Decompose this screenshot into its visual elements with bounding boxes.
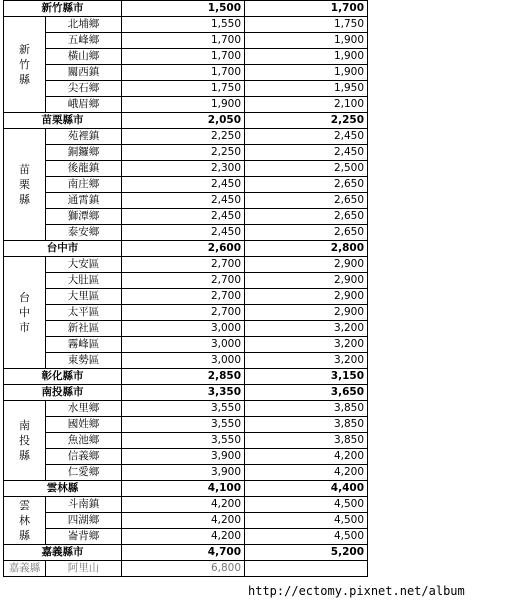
town-name: 仁愛鄉: [46, 465, 122, 481]
town-row: [4, 449, 368, 465]
price-b: 2,450: [245, 145, 368, 161]
price-b: 3,850: [245, 433, 368, 449]
price-b: 4,500: [245, 529, 368, 545]
county-label: 台中市: [4, 257, 46, 369]
town-name: 銅鑼鄉: [46, 145, 122, 161]
price-a: 2,700: [122, 289, 245, 305]
town-row: [4, 209, 368, 225]
town-row: [4, 433, 368, 449]
price-a: 2,300: [122, 161, 245, 177]
town-name: 尖石鄉: [46, 81, 122, 97]
town-row: [4, 353, 368, 369]
price-b: 2,900: [245, 305, 368, 321]
town-name: 橫山鄉: [46, 49, 122, 65]
price-b: 1,950: [245, 81, 368, 97]
town-row: [4, 161, 368, 177]
city-name: 苗栗縣市: [4, 113, 122, 129]
price-b: 2,900: [245, 257, 368, 273]
price-a: 6,800: [122, 561, 245, 577]
city-row: [4, 385, 368, 401]
price-b: 1,900: [245, 49, 368, 65]
town-name: 大里區: [46, 289, 122, 305]
town-name: 霧峰區: [46, 337, 122, 353]
town-row: [4, 177, 368, 193]
county-label: 新竹縣: [4, 17, 46, 113]
price-a: 2,450: [122, 193, 245, 209]
town-row: [4, 257, 368, 273]
city-name: 雲林縣: [4, 481, 122, 497]
price-a: 2,250: [122, 145, 245, 161]
price-b: 3,200: [245, 353, 368, 369]
town-name: 魚池鄉: [46, 433, 122, 449]
price-b: 5,200: [245, 545, 368, 561]
price-a: 1,700: [122, 49, 245, 65]
price-b: 2,650: [245, 193, 368, 209]
town-name: 苑裡鎮: [46, 129, 122, 145]
city-row: [4, 369, 368, 385]
price-a: 2,700: [122, 257, 245, 273]
price-a: 3,900: [122, 449, 245, 465]
city-row: [4, 1, 368, 17]
price-b: 3,150: [245, 369, 368, 385]
town-name: 斗南鎮: [46, 497, 122, 513]
city-name: 新竹縣市: [4, 1, 122, 17]
price-a: 2,450: [122, 209, 245, 225]
town-row: [4, 561, 368, 577]
price-a: 1,900: [122, 97, 245, 113]
town-row: [4, 81, 368, 97]
town-name: 崙背鄉: [46, 529, 122, 545]
price-b: 2,900: [245, 273, 368, 289]
town-row: [4, 97, 368, 113]
city-name: 台中市: [4, 241, 122, 257]
town-name: 國姓鄉: [46, 417, 122, 433]
price-b: 3,850: [245, 401, 368, 417]
price-b: 4,200: [245, 465, 368, 481]
price-b: 4,500: [245, 513, 368, 529]
price-b: 2,100: [245, 97, 368, 113]
city-name: 彰化縣市: [4, 369, 122, 385]
town-name: 新社區: [46, 321, 122, 337]
price-b: 2,450: [245, 129, 368, 145]
price-b: 2,500: [245, 161, 368, 177]
price-a: 3,000: [122, 337, 245, 353]
price-b: 3,200: [245, 337, 368, 353]
town-row: [4, 321, 368, 337]
town-name: 阿里山: [46, 561, 122, 577]
price-a: 4,200: [122, 497, 245, 513]
town-name: 通霄鎮: [46, 193, 122, 209]
price-b: 4,400: [245, 481, 368, 497]
town-row: [4, 289, 368, 305]
price-a: 4,200: [122, 529, 245, 545]
price-b: 1,900: [245, 65, 368, 81]
town-row: [4, 417, 368, 433]
town-name: 大肚區: [46, 273, 122, 289]
price-b: 2,800: [245, 241, 368, 257]
town-name: 水里鄉: [46, 401, 122, 417]
town-row: [4, 273, 368, 289]
town-row: [4, 337, 368, 353]
price-b: 4,500: [245, 497, 368, 513]
price-a: 2,450: [122, 225, 245, 241]
price-a: 3,000: [122, 321, 245, 337]
county-label: 苗栗縣: [4, 129, 46, 241]
price-b: 1,900: [245, 33, 368, 49]
price-a: 4,700: [122, 545, 245, 561]
price-b: 2,650: [245, 177, 368, 193]
price-a: 3,900: [122, 465, 245, 481]
county-label: 南投縣: [4, 401, 46, 481]
town-row: [4, 145, 368, 161]
town-name: 太平區: [46, 305, 122, 321]
price-b: 3,200: [245, 321, 368, 337]
price-b: 2,650: [245, 225, 368, 241]
price-b: 3,850: [245, 417, 368, 433]
watermark-url: http://ectomy.pixnet.net/album: [244, 582, 505, 600]
price-a: 2,050: [122, 113, 245, 129]
town-row: [4, 65, 368, 81]
town-name: 五峰鄉: [46, 33, 122, 49]
town-name: 後龍鎮: [46, 161, 122, 177]
town-row: [4, 129, 368, 145]
price-b: 1,700: [245, 1, 368, 17]
city-row: [4, 241, 368, 257]
town-name: 東勢區: [46, 353, 122, 369]
town-name: 大安區: [46, 257, 122, 273]
price-b: 2,250: [245, 113, 368, 129]
town-row: [4, 497, 368, 513]
town-name: 峨眉鄉: [46, 97, 122, 113]
town-name: 泰安鄉: [46, 225, 122, 241]
price-a: 3,550: [122, 433, 245, 449]
town-row: [4, 49, 368, 65]
price-b: 2,900: [245, 289, 368, 305]
price-a: 3,550: [122, 417, 245, 433]
price-a: 1,700: [122, 65, 245, 81]
town-row: [4, 401, 368, 417]
town-name: 南庄鄉: [46, 177, 122, 193]
county-label: 嘉義縣: [4, 561, 46, 577]
price-a: 2,600: [122, 241, 245, 257]
price-a: 3,000: [122, 353, 245, 369]
price-b: [245, 561, 368, 577]
price-a: 4,200: [122, 513, 245, 529]
town-row: [4, 33, 368, 49]
price-b: 2,650: [245, 209, 368, 225]
city-row: [4, 481, 368, 497]
town-row: [4, 529, 368, 545]
city-row: [4, 113, 368, 129]
price-a: 3,550: [122, 401, 245, 417]
price-b: 3,650: [245, 385, 368, 401]
price-a: 2,700: [122, 273, 245, 289]
price-a: 1,700: [122, 33, 245, 49]
town-row: [4, 465, 368, 481]
price-a: 1,750: [122, 81, 245, 97]
county-label: 雲林縣: [4, 497, 46, 545]
town-row: [4, 305, 368, 321]
town-row: [4, 513, 368, 529]
town-row: [4, 17, 368, 33]
town-name: 獅潭鄉: [46, 209, 122, 225]
price-a: 1,500: [122, 1, 245, 17]
town-name: 北埔鄉: [46, 17, 122, 33]
price-a: 1,550: [122, 17, 245, 33]
city-name: 嘉義縣市: [4, 545, 122, 561]
price-a: 2,250: [122, 129, 245, 145]
price-b: 1,750: [245, 17, 368, 33]
town-row: [4, 225, 368, 241]
price-a: 2,700: [122, 305, 245, 321]
price-a: 2,450: [122, 177, 245, 193]
price-a: 3,350: [122, 385, 245, 401]
town-name: 四湖鄉: [46, 513, 122, 529]
town-name: 關西鎮: [46, 65, 122, 81]
town-row: [4, 193, 368, 209]
price-a: 4,100: [122, 481, 245, 497]
price-b: 4,200: [245, 449, 368, 465]
town-name: 信義鄉: [46, 449, 122, 465]
price-a: 2,850: [122, 369, 245, 385]
price-table: [3, 0, 368, 577]
city-name: 南投縣市: [4, 385, 122, 401]
city-row: [4, 545, 368, 561]
